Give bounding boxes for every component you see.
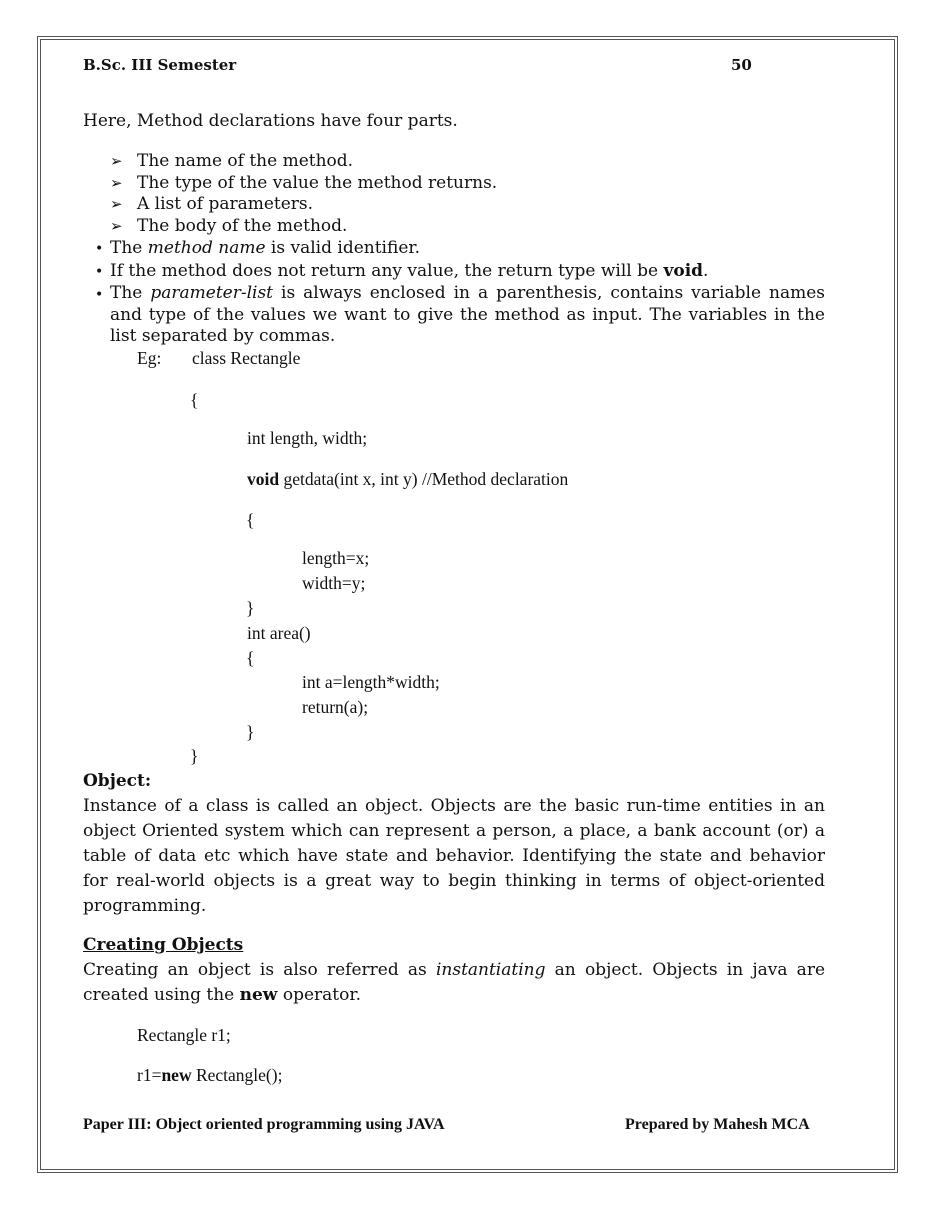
code-line: {	[190, 390, 199, 410]
code-line: Rectangle r1;	[137, 1025, 231, 1045]
code-line: {	[246, 648, 255, 668]
list-item-text: The body of the method.	[137, 216, 348, 236]
code-line: length=x;	[302, 548, 370, 568]
arrow-bullet-icon: ➢	[110, 195, 123, 213]
list-item-text: The name of the method.	[137, 151, 354, 171]
example-label: Eg:	[137, 348, 162, 368]
code-line: }	[246, 598, 255, 618]
footer-paper-title: Paper III: Object oriented programming using JAVA	[83, 1116, 445, 1133]
bullet-dot-icon: •	[95, 264, 104, 280]
arrow-bullet-icon: ➢	[110, 217, 123, 235]
code-line: int area()	[247, 623, 311, 643]
bullet-return-type: If the method does not return any value, the return type will be void.	[110, 261, 709, 281]
code-line: }	[190, 746, 199, 766]
page-number: 50	[731, 56, 752, 74]
footer-author: Prepared by Mahesh MCA	[625, 1116, 810, 1133]
code-line: return(a);	[302, 697, 369, 717]
bullet-dot-icon: •	[95, 287, 104, 303]
bullet-method-name: The method name is valid identifier.	[110, 238, 421, 258]
code-line: width=y;	[302, 573, 366, 593]
list-item-text: The type of the value the method returns.	[137, 173, 498, 193]
bullet-parameter-list: The parameter-list is always enclosed in a parenthesis, contains variable names and type of the values we want to give the method as input. The variables in the list separated by commas.	[110, 283, 825, 346]
intro-text: Here, Method declarations have four parts.	[83, 111, 458, 131]
code-line: }	[246, 722, 255, 742]
header-semester: B.Sc. III Semester	[83, 56, 237, 74]
code-line: {	[246, 510, 255, 530]
bullet-dot-icon: •	[95, 241, 104, 257]
creating-objects-heading: Creating Objects	[83, 935, 244, 955]
object-heading: Object:	[83, 771, 152, 791]
code-line: class Rectangle	[192, 348, 301, 368]
object-paragraph: Instance of a class is called an object. Objects are the basic run-time entities in an object Oriented system which can represent a person, a place, a bank account (or) a table of data etc which have state and behavior. Identifying the state and behavior for real-world objects is a great way to begin thinking in terms of object-oriented programming.	[83, 796, 825, 916]
code-line: int a=length*width;	[302, 672, 440, 692]
code-line: int length, width;	[247, 428, 368, 448]
arrow-bullet-icon: ➢	[110, 152, 123, 170]
list-item-text: A list of parameters.	[137, 194, 314, 214]
creating-objects-paragraph: Creating an object is also referred as instantiating an object. Objects in java are created using the new operator.	[83, 960, 826, 1005]
code-line: r1=new Rectangle();	[137, 1065, 283, 1085]
code-line: void getdata(int x, int y) //Method declaration	[247, 469, 569, 489]
arrow-bullet-icon: ➢	[110, 174, 123, 192]
